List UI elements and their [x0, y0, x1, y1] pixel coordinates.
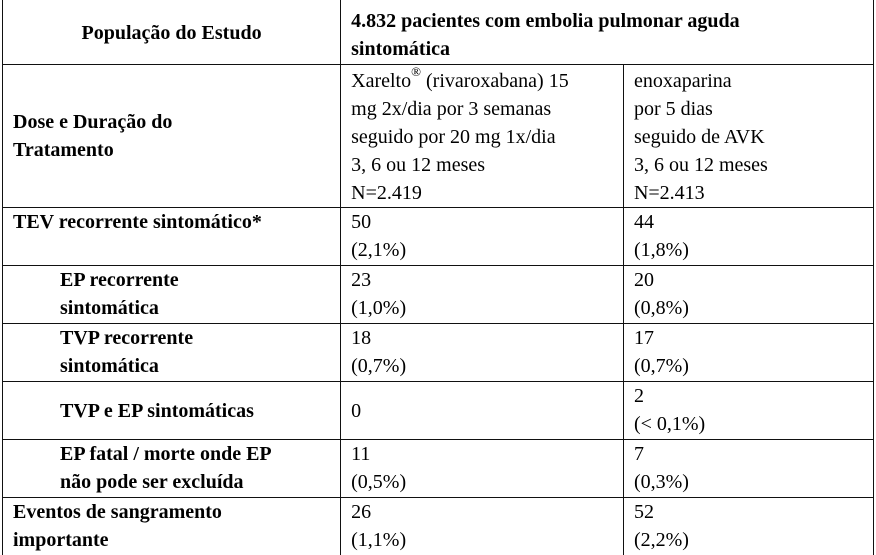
- population-value-line2: sintomática: [351, 38, 451, 60]
- table-row: [3, 382, 874, 440]
- enoxaparina-dose-line3: seguido de AVK: [633, 126, 765, 148]
- xarelto-percent: (2,1%): [351, 239, 407, 261]
- enoxaparina-percent: (0,3%): [633, 471, 689, 493]
- table-row: [3, 498, 874, 555]
- xarelto-count: 50: [351, 211, 372, 233]
- xarelto-value-cell: [341, 498, 624, 555]
- table-row: [3, 266, 874, 324]
- dose-label-cell: [3, 65, 341, 208]
- xarelto-percent: (1,1%): [351, 529, 407, 551]
- enoxaparina-dose-line5: N=2.413: [633, 182, 705, 204]
- row-label-cell: [3, 440, 341, 498]
- enoxaparina-value-cell: [623, 440, 873, 498]
- xarelto-value-cell: [341, 266, 624, 324]
- xarelto-value-cell: [341, 382, 624, 440]
- population-label-cell: [3, 0, 341, 65]
- row-label-cell: [3, 382, 341, 440]
- dose-label-line2: Tratamento: [13, 139, 114, 161]
- xarelto-name: Xarelto: [351, 70, 412, 92]
- enoxaparina-percent: (2,2%): [633, 529, 689, 551]
- row-label-cell: [3, 266, 341, 324]
- row-label-line1: TVP e EP sintomáticas: [60, 399, 254, 422]
- xarelto-count: 0: [351, 399, 362, 422]
- study-results-table: [2, 0, 874, 555]
- registered-mark: ®: [411, 64, 422, 80]
- enoxaparina-value-cell: [623, 382, 873, 440]
- enoxaparina-dose-cell: [623, 65, 873, 208]
- enoxaparina-count: 44: [633, 211, 654, 233]
- dose-label-line1: Dose e Duração do: [13, 111, 173, 133]
- enoxaparina-dose-line2: por 5 dias: [633, 98, 713, 120]
- enoxaparina-value-cell: [623, 324, 873, 382]
- xarelto-value-cell: [341, 440, 624, 498]
- xarelto-count: 23: [351, 269, 372, 291]
- xarelto-dose-line3: seguido por 20 mg 1x/dia: [351, 126, 556, 148]
- enoxaparina-count: 52: [633, 501, 654, 523]
- population-value-line1: 4.832 pacientes com embolia pulmonar aguda: [351, 10, 740, 32]
- xarelto-count: 18: [351, 327, 372, 349]
- xarelto-dose-line4: 3, 6 ou 12 meses: [351, 154, 486, 176]
- row-label-line1: EP fatal / morte onde EP: [60, 443, 272, 465]
- row-label-line1: TVP recorrente: [60, 327, 194, 349]
- row-label-line2: sintomática: [60, 355, 159, 377]
- xarelto-count: 26: [351, 501, 372, 523]
- xarelto-dose-line5: N=2.419: [351, 182, 422, 204]
- enoxaparina-count: 17: [633, 327, 654, 349]
- table-row: [3, 208, 874, 266]
- xarelto-percent: (1,0%): [351, 297, 407, 319]
- xarelto-percent: (0,7%): [351, 355, 407, 377]
- row-label-line2: sintomática: [60, 297, 159, 319]
- enoxaparina-value-cell: [623, 266, 873, 324]
- enoxaparina-value-cell: [623, 498, 873, 555]
- population-row: [3, 0, 874, 65]
- xarelto-value-cell: [341, 324, 624, 382]
- enoxaparina-percent: (< 0,1%): [633, 413, 706, 435]
- row-label-line1: TEV recorrente sintomático*: [13, 211, 262, 233]
- dose-row: [3, 65, 874, 208]
- xarelto-dose-cell: [341, 65, 624, 208]
- enoxaparina-value-cell: [623, 208, 873, 266]
- xarelto-value-cell: [341, 208, 624, 266]
- enoxaparina-percent: (0,7%): [633, 355, 689, 377]
- population-label: População do Estudo: [81, 22, 262, 44]
- xarelto-count: 11: [351, 443, 371, 465]
- enoxaparina-count: 20: [633, 269, 654, 291]
- enoxaparina-dose-line4: 3, 6 ou 12 meses: [633, 154, 768, 176]
- enoxaparina-count: 2: [633, 385, 644, 407]
- enoxaparina-count: 7: [633, 443, 644, 465]
- row-label-cell: [3, 498, 341, 555]
- xarelto-dose-line1: [351, 64, 623, 95]
- row-label-line1: EP recorrente: [60, 269, 179, 291]
- row-label-line1: Eventos de sangramento: [13, 501, 222, 523]
- enoxaparina-dose-line1: enoxaparina: [633, 70, 732, 92]
- xarelto-percent: (0,5%): [351, 471, 407, 493]
- xarelto-dose-line1-rest: (rivaroxabana) 15: [421, 70, 569, 92]
- row-label-line2: importante: [13, 529, 109, 551]
- enoxaparina-percent: (0,8%): [633, 297, 689, 319]
- row-label-line2: não pode ser excluída: [60, 471, 244, 493]
- table-row: [3, 440, 874, 498]
- row-label-cell: [3, 324, 341, 382]
- population-value-cell: [341, 0, 874, 65]
- row-label-cell: [3, 208, 341, 266]
- table-row: [3, 324, 874, 382]
- enoxaparina-percent: (1,8%): [633, 239, 689, 261]
- xarelto-dose-line2: mg 2x/dia por 3 semanas: [351, 98, 552, 120]
